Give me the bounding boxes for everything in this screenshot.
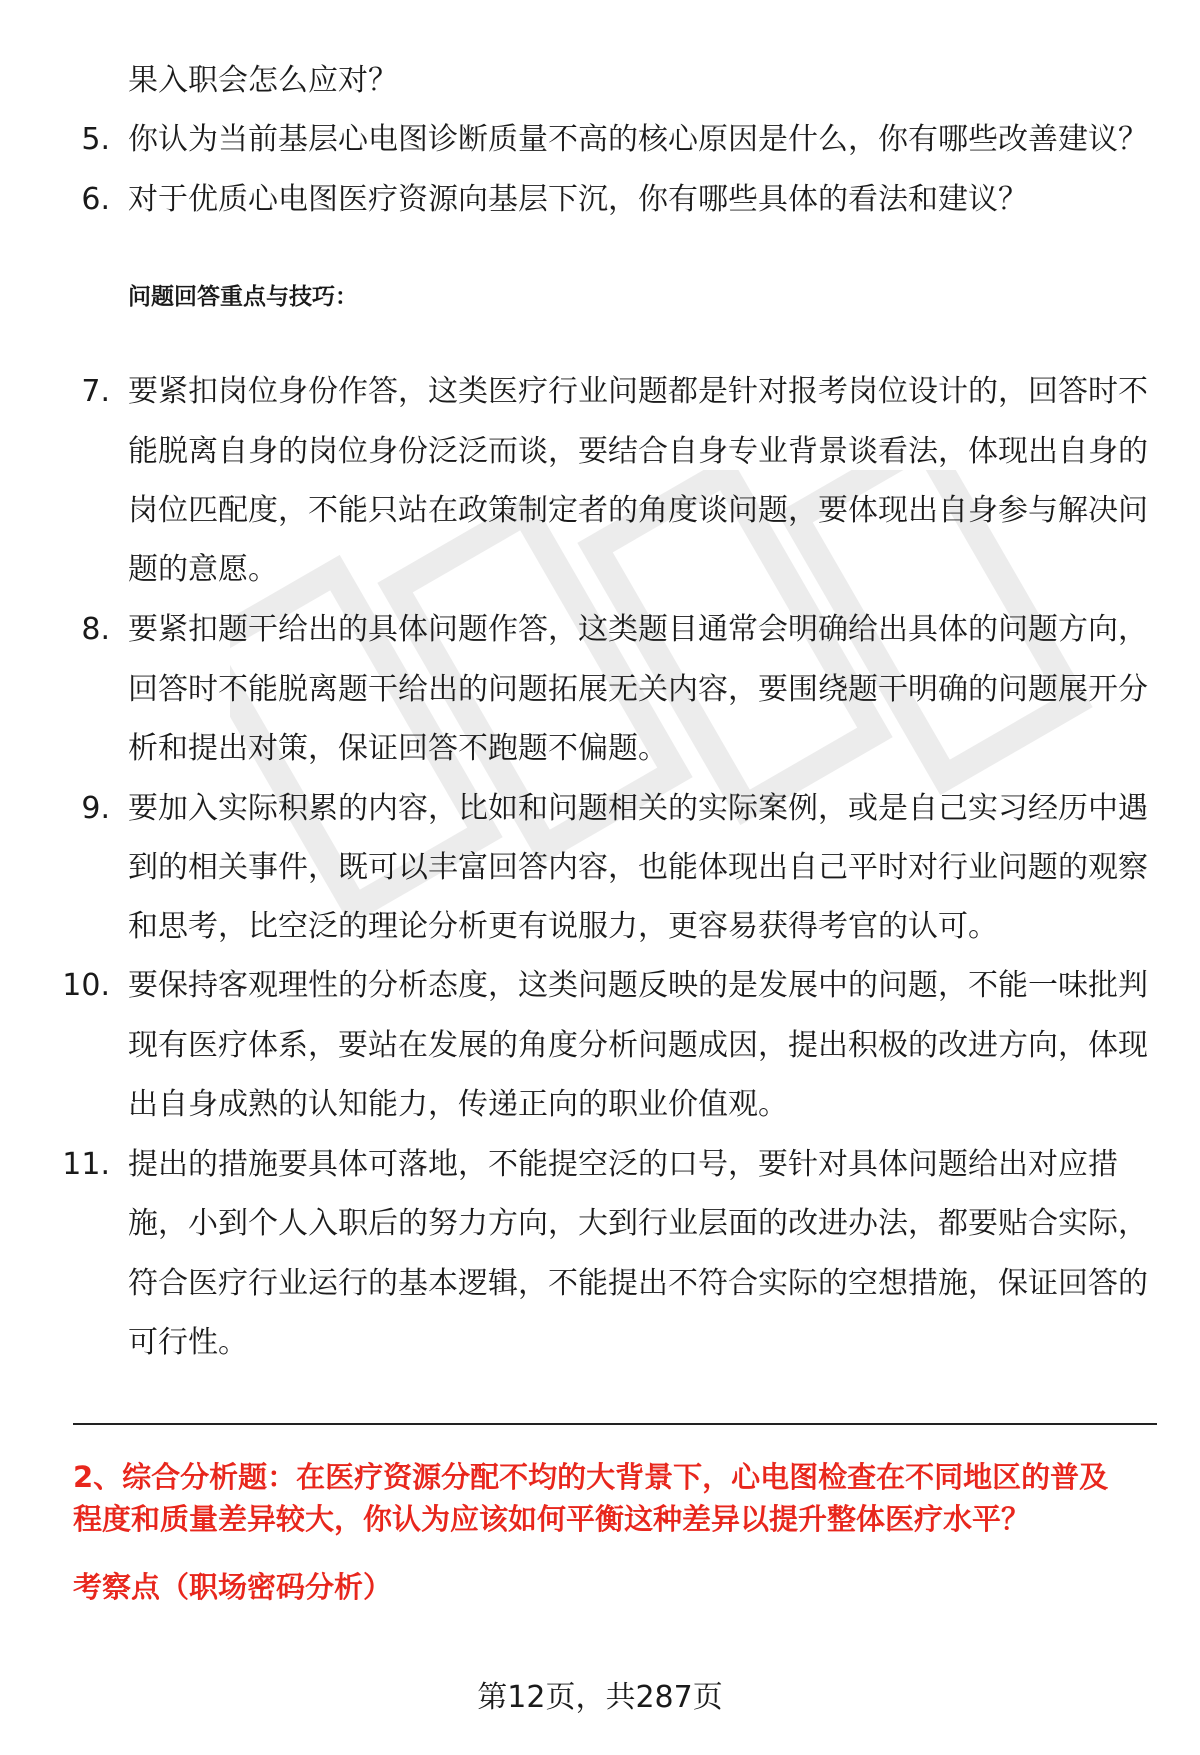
tip-line: 可行性。 — [128, 1325, 248, 1360]
section-subheading: 考察点（职场密码分析） — [73, 1570, 393, 1604]
tips-heading: 问题回答重点与技巧： — [128, 284, 358, 310]
tip-line: 要加入实际积累的内容，比如和问题相关的实际案例，或是自己实习经历中遇 — [128, 791, 1148, 826]
list-number: 8. — [81, 612, 110, 647]
tip-line: 回答时不能脱离题干给出的问题拓展无关内容，要围绕题干明确的问题展开分 — [128, 672, 1148, 707]
list-item: 对于优质心电图医疗资源向基层下沉，你有哪些具体的看法和建议？ — [128, 182, 1028, 217]
section-question-line: 程度和质量差异较大，你认为应该如何平衡这种差异以提升整体医疗水平？ — [73, 1502, 1031, 1536]
tip-line: 岗位匹配度，不能只站在政策制定者的角度谈问题，要体现出自身参与解决问 — [128, 493, 1148, 528]
list-number: 6. — [81, 182, 110, 217]
tip-line: 要紧扣题干给出的具体问题作答，这类题目通常会明确给出具体的问题方向， — [128, 612, 1148, 647]
tip-line: 符合医疗行业运行的基本逻辑，不能提出不符合实际的空想措施，保证回答的 — [128, 1266, 1148, 1301]
tip-line: 析和提出对策，保证回答不跑题不偏题。 — [128, 731, 668, 766]
item-4-continuation: 果入职会怎么应对？ — [128, 63, 398, 98]
tip-line: 要紧扣岗位身份作答，这类医疗行业问题都是针对报考岗位设计的，回答时不 — [128, 374, 1148, 409]
tip-line: 要保持客观理性的分析态度，这类问题反映的是发展中的问题，不能一味批判 — [128, 968, 1148, 1003]
tip-line: 到的相关事件，既可以丰富回答内容，也能体现出自己平时对行业问题的观察 — [128, 850, 1148, 885]
list-number: 9. — [81, 791, 110, 826]
list-number: 7. — [81, 374, 110, 409]
tip-line: 出自身成熟的认知能力，传递正向的职业价值观。 — [128, 1087, 788, 1122]
tip-line: 施，小到个人入职后的努力方向，大到行业层面的改进办法，都要贴合实际， — [128, 1206, 1148, 1241]
page-footer: 第12页，共287页 — [477, 1680, 723, 1715]
list-number: 10. — [62, 968, 110, 1003]
list-item: 你认为当前基层心电图诊断质量不高的核心原因是什么，你有哪些改善建议？ — [128, 122, 1148, 157]
tip-line: 提出的措施要具体可落地，不能提空泛的口号，要针对具体问题给出对应措 — [128, 1147, 1118, 1182]
tip-line: 能脱离自身的岗位身份泛泛而谈，要结合自身专业背景谈看法，体现出自身的 — [128, 434, 1148, 469]
tip-line: 和思考，比空泛的理论分析更有说服力，更容易获得考官的认可。 — [128, 909, 998, 944]
list-number: 11. — [62, 1147, 110, 1182]
tip-line: 题的意愿。 — [128, 552, 278, 587]
section-question-line: 2、综合分析题：在医疗资源分配不均的大背景下，心电图检查在不同地区的普及 — [73, 1460, 1109, 1494]
list-number: 5. — [81, 122, 110, 157]
tip-line: 现有医疗体系，要站在发展的角度分析问题成因，提出积极的改进方向，体现 — [128, 1028, 1148, 1063]
section-divider — [73, 1423, 1157, 1425]
